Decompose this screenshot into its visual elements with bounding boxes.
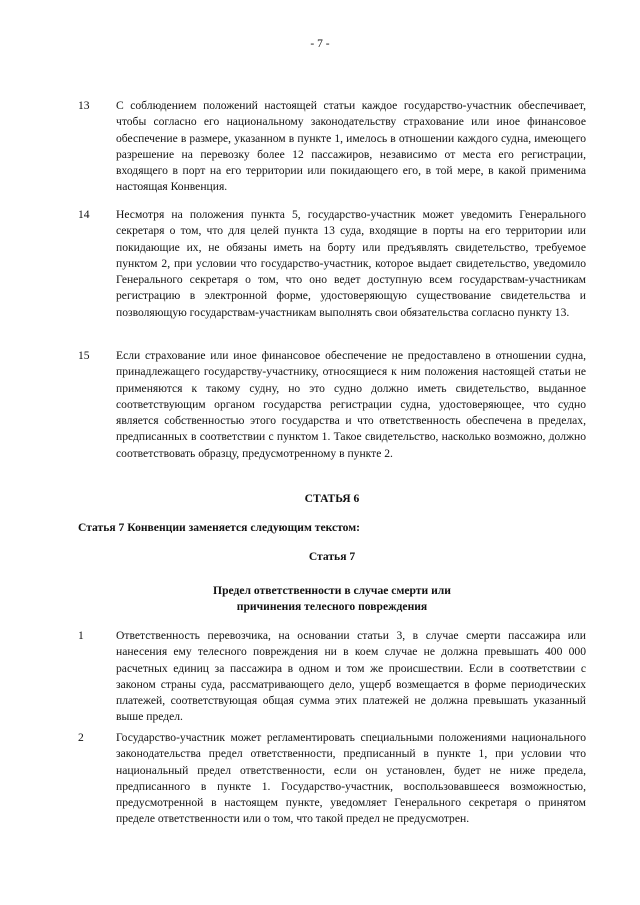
paragraph-2	[78, 730, 586, 828]
page-number: - 7 -	[310, 38, 330, 50]
paragraph-text: Несмотря на положения пункта 5, государство-участник может уведомить Генерального секретаря о том, что для целей пункта 13 суда, входящие в порты на его территории или покидающие их, не обязаны иметь на борту или предъявлять свидетельство, требуемое пунктом 2, при условии что государство-участник, которое выдает свидетельство, уведомило Генерального секретаря о том, что оно ведет доступную всем государствам-участникам регистрацию в электронной форме, удостоверяющую существование свидетельства и позволяющую государствам-участникам выполнять свои обязательства согласно пункту 13.	[116, 208, 586, 319]
paragraph-number: 1	[78, 629, 84, 642]
replacement-line: Статья 7 Конвенции заменяется следующим текстом:	[78, 521, 361, 534]
paragraph-number: 2	[78, 731, 84, 744]
paragraph-15	[78, 348, 586, 462]
paragraph-number: 15	[78, 349, 90, 362]
sub-article-heading: Статья 7	[308, 550, 356, 563]
paragraph-text: Если страхование или иное финансовое обеспечение не предоставлено в отношении судна, принадлежащего государству-участнику, относящиеся к ним положения настоящей статьи не применяются к такому судну, но это судно должно иметь свидетельство, выданное соответствующим органом государства регистрации судна, удостоверяющее, что судно является собственностью этого государства и что ответственность обеспечена в пределах, предписанных в соответствии с пунктом 1. Такое свидетельство, насколько возможно, должно соответствовать образцу, предусмотренному в пункте 2.	[116, 349, 586, 460]
section-title-line-2: причинения телесного повреждения	[236, 600, 428, 613]
section-title-line-1: Предел ответственности в случае смерти или	[213, 584, 451, 597]
article-heading: СТАТЬЯ 6	[304, 492, 360, 505]
paragraph-text: Государство-участник может регламентировать специальными положениями национального законодательства предел ответственности, предписанный в пункте 1, при условии что национальный предел ответственности, если он установлен, будет не ниже предела, предписанного в пункте 1. Государство-участник, воспользовавшееся возможностью, предусмотренной в настоящем пункте, уведомляет Генерального секретаря о принятом пределе ответственности или о том, что такой предел не предусмотрен.	[116, 731, 586, 826]
paragraph-text: С соблюдением положений настоящей статьи каждое государство-участник обеспечивает, чтобы согласно его национальному законодательству страхование или иное финансовое обеспечение в размере, указанном в пункте 1, имелось в отношении каждого судна, имеющего разрешение на перевозку более 12 пассажиров, независимо от места его регистрации, входящего в порт на его территории или покидающего его, в той мере, в какой применима настоящая Конвенция.	[116, 99, 586, 194]
paragraph-number: 13	[78, 99, 90, 112]
paragraph-1	[78, 628, 586, 726]
paragraph-number: 14	[78, 208, 90, 221]
paragraph-13	[78, 98, 586, 196]
paragraph-14	[78, 207, 586, 321]
paragraph-text: Ответственность перевозчика, на основании статьи 3, в случае смерти пассажира или нанесения ему телесного повреждения ни в коем случае не должна превышать 400 000 расчетных единиц за пассажира в одном и том же происшествии. Если в соответствии с законом страны суда, рассматривающего дело, ущерб возмещается в форме периодических платежей, соответствующая общая сумма этих платежей не должна превышать указанный выше предел.	[116, 629, 586, 724]
